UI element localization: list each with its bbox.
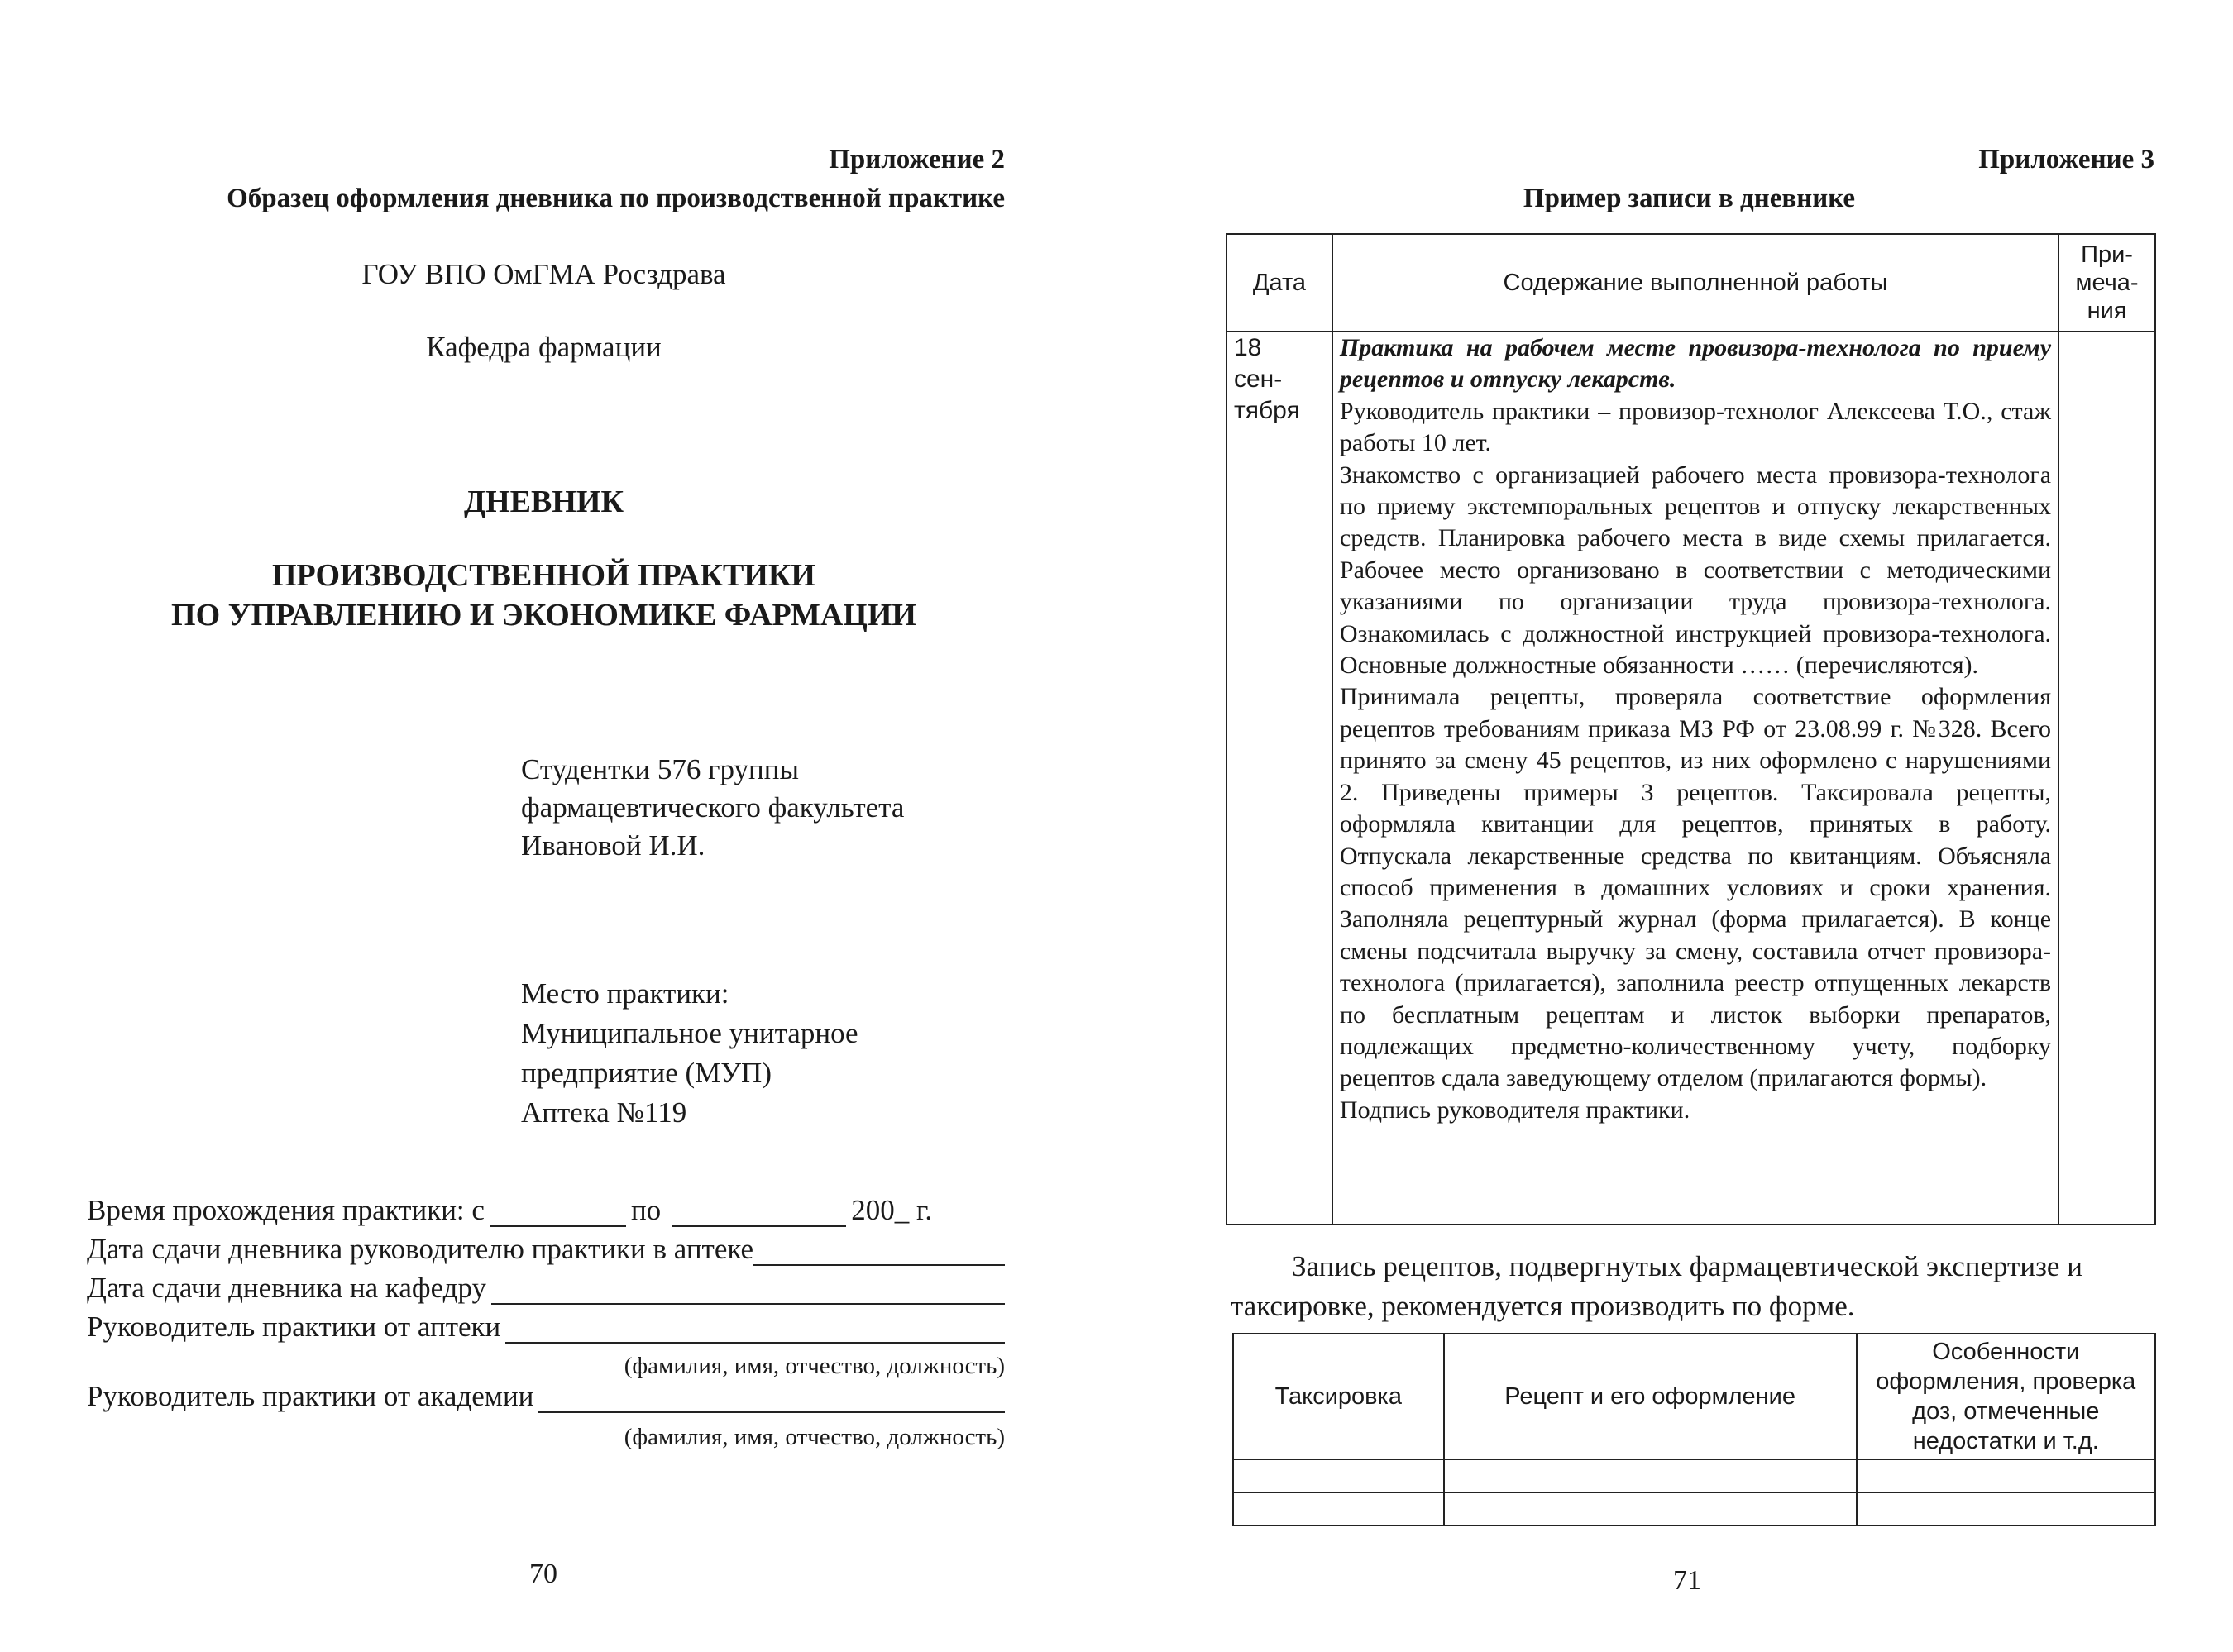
- head-academy-blank[interactable]: [538, 1383, 1005, 1413]
- head-academy-field: [87, 1377, 1005, 1413]
- diary-table-header-row: [1226, 234, 2155, 332]
- taxation-table: [1232, 1333, 2156, 1526]
- entry-paragraph-1: Руководитель практики – провизор-технолог Алексеева Т.О., стаж работы 10 лет.: [1339, 397, 2052, 457]
- taxation-intro: Запись рецептов, подвергнутых фармацевтической экспертизе и таксировке, рекомендуется производить по форме.: [1231, 1250, 2082, 1322]
- header-date: Дата: [1226, 234, 1332, 332]
- student-line-1: Студентки 576 группы: [521, 753, 799, 785]
- entry-heading: Практика на рабочем месте провизора-технолога по приему рецептов и отпуску лекарств.: [1339, 334, 2052, 394]
- submit-dept-field: [87, 1268, 1005, 1305]
- left-page-title: Образец оформления дневника по производственной практике: [227, 184, 1005, 213]
- practice-place: [521, 974, 858, 1133]
- entry-signature: Подпись руководителя практики.: [1339, 1096, 1690, 1124]
- head-academy-hint: (фамилия, имя, отчество, должность): [624, 1424, 1005, 1450]
- diary-subtitle-line-2: ПО УПРАВЛЕНИЮ И ЭКОНОМИКЕ ФАРМАЦИИ: [171, 598, 916, 633]
- entry-date: [1226, 332, 1332, 1225]
- taxation-blank-cell[interactable]: [1857, 1459, 2155, 1492]
- student-line-2: фармацевтического факультета: [521, 791, 905, 824]
- taxation-blank-cell[interactable]: [1233, 1492, 1444, 1525]
- entry-date-line-2: сен-: [1234, 365, 1283, 393]
- head-academy-label: Руководитель практики от академии: [87, 1380, 534, 1412]
- entry-date-line-1: 18: [1234, 334, 1262, 361]
- taxation-blank-row: [1233, 1492, 2155, 1525]
- practice-period-field: [87, 1191, 1005, 1227]
- taxation-header-col-3-line-3: доз, отмеченные: [1912, 1398, 2100, 1425]
- taxation-blank-cell[interactable]: [1444, 1459, 1857, 1492]
- head-pharmacy-field: [87, 1307, 1005, 1344]
- taxation-header-col-1: Таксировка: [1233, 1334, 1444, 1459]
- place-line-3: предприятие (МУП): [521, 1057, 772, 1089]
- header-notes: [2058, 234, 2155, 332]
- period-mid-label: по: [630, 1194, 662, 1226]
- period-start-blank[interactable]: [490, 1197, 626, 1227]
- taxation-header-col-2: Рецепт и его оформление: [1444, 1334, 1857, 1459]
- appendix-3-label: Приложение 3: [1978, 145, 2154, 174]
- head-pharmacy-hint: (фамилия, имя, отчество, должность): [624, 1353, 1005, 1379]
- head-pharmacy-label: Руководитель практики от аптеки: [87, 1311, 501, 1343]
- taxation-blank-cell[interactable]: [1233, 1459, 1444, 1492]
- taxation-header-col-3-line-1: Особенности: [1932, 1339, 2080, 1365]
- period-end-blank[interactable]: [672, 1197, 846, 1227]
- place-line-4: Аптека №119: [521, 1096, 687, 1129]
- entry-paragraph-3: Принимала рецепты, проверяла соответствие оформления рецептов требованиям приказа МЗ РФ от 23.08.99 г. №328. Всего принято за смену 45 рецептов, из них оформлено с нарушениями 2. Приведены примеры 3 рецептов. Таксировала рецепты, оформляла квитанции для рецептов, принятых в работу. Отпускала лекарственные средства по квитанциям. Объясняла способ применения в домашних условиях и сроки хранения. Заполняла рецептурный журнал (форма прилагается). В конце смены подсчитала выручку за смену, составила отчет провизора-технолога (прилагается), заполнила реестр отпущенных лекарств по бесплатным рецептам и листок выборки препаратов, подлежащих предметно-количественному учету, подборку рецептов сдала заведующему отделом (прилагаются формы).: [1339, 683, 2052, 1092]
- taxation-header-col-3-line-4: недостатки и т.д.: [1912, 1428, 2099, 1454]
- student-info: [521, 751, 904, 865]
- diary-subtitle: [83, 556, 1005, 635]
- taxation-header-col-3: [1857, 1334, 2155, 1459]
- submit-dept-label: Дата сдачи дневника на кафедру: [87, 1272, 487, 1304]
- head-pharmacy-blank[interactable]: [505, 1314, 1005, 1344]
- header-notes-line-3: ния: [2087, 298, 2127, 324]
- right-page-title: Пример записи в дневнике: [1523, 184, 1856, 213]
- taxation-header-col-3-line-2: оформления, проверка: [1876, 1368, 2136, 1395]
- organization-name: ГОУ ВПО ОмГМА Росздрава: [361, 258, 726, 290]
- entry-notes: [2058, 332, 2155, 1225]
- submit-pharmacy-label: Дата сдачи дневника руководителю практики в аптеке: [87, 1233, 754, 1265]
- submit-pharmacy-field: [87, 1229, 1005, 1266]
- entry-date-line-3: тября: [1234, 397, 1300, 424]
- taxation-header-row: [1233, 1334, 2155, 1459]
- place-line-2: Муниципальное унитарное: [521, 1017, 858, 1049]
- department-name: Кафедра фармации: [426, 331, 662, 363]
- student-line-3: Ивановой И.И.: [521, 829, 705, 862]
- page-number-right: 71: [1673, 1565, 1701, 1596]
- diary-entry-row: [1226, 332, 2155, 1225]
- page-number-left: 70: [529, 1559, 557, 1589]
- diary-subtitle-line-1: ПРОИЗВОДСТВЕННОЙ ПРАКТИКИ: [271, 558, 815, 593]
- header-notes-line-1: При-: [2081, 241, 2133, 268]
- diary-entry-table: [1226, 233, 2156, 1225]
- taxation-blank-cell[interactable]: [1857, 1492, 2155, 1525]
- header-notes-line-2: меча-: [2075, 270, 2139, 296]
- form-fields: [87, 1191, 1005, 1472]
- header-content: Содержание выполненной работы: [1332, 234, 2058, 332]
- submit-dept-blank[interactable]: [491, 1275, 1005, 1305]
- diary-title: ДНЕВНИК: [463, 485, 624, 519]
- entry-content: [1332, 332, 2058, 1225]
- place-line-1: Место практики:: [521, 977, 729, 1010]
- taxation-blank-row: [1233, 1459, 2155, 1492]
- period-label: Время прохождения практики: с: [87, 1194, 485, 1226]
- submit-pharmacy-blank[interactable]: [753, 1236, 1005, 1266]
- entry-paragraph-2: Знакомство с организацией рабочего места провизора-технолога по приему экстемпоральных рецептов и отпуску лекарственных средств. Планировка рабочего места в виде схемы прилагается. Рабочее место организовано в соответствии с методическими указаниями по организации труда провизора-технолога. Ознакомилась с должностной инструкцией провизора-технолога. Основные должностные обязанности …… (перечисляются).: [1339, 461, 2052, 680]
- period-year-label: 200_ г.: [851, 1194, 933, 1226]
- taxation-blank-cell[interactable]: [1444, 1492, 1857, 1525]
- appendix-2-label: Приложение 2: [829, 145, 1005, 174]
